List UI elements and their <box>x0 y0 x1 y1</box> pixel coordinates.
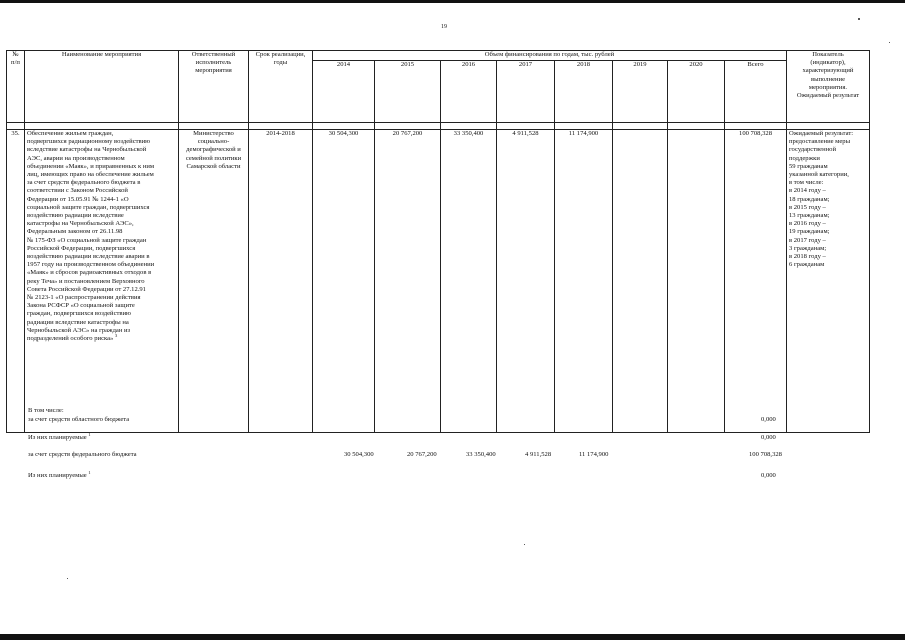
col-number-header: № п/п <box>7 51 25 123</box>
row-value-2018: 11 174,900 <box>555 130 613 433</box>
row-indicator-line: государственной <box>789 146 836 154</box>
row-name-line: Российской Федерации, подвергшихся <box>27 244 136 252</box>
year-header: 2018 <box>555 61 613 123</box>
row-indicator-line: поддержки <box>789 154 820 162</box>
col-indicator-header: Показатель (индикатор), характеризующий выполнение мероприятия. Ожидаемый результат <box>787 51 870 123</box>
row-name-line: граждан, подвергшихся воздействию <box>27 310 131 318</box>
row-name-line: «Маяк» и сбросов радиоактивных отходов в <box>27 269 152 277</box>
row-name-line: Обеспечение жильем граждан, <box>27 130 114 137</box>
bottom-scan-edge <box>0 634 905 640</box>
row-name-line: АЭС, аварии на производственном <box>27 154 125 162</box>
total-header: Всего <box>725 61 787 123</box>
year-header: 2019 <box>613 61 668 123</box>
row-indicator-line: 18 гражданам; <box>789 195 830 203</box>
row-name-line: реку Теча» и постановлением Верховного <box>27 277 145 285</box>
top-scan-edge <box>0 0 905 3</box>
row-indicator-line: в 2018 году – <box>789 253 826 261</box>
col-responsible-header: Ответственный исполнитель мероприятия <box>179 51 249 123</box>
scan-speck <box>524 544 525 545</box>
row-name-line: воздействию радиации вследствие аварии в <box>27 253 150 261</box>
row-name-line: подразделений особого риска» <box>27 335 114 343</box>
row-period: 2014-2018 <box>249 130 313 433</box>
including-label: В том числе: <box>28 407 64 414</box>
federal-value-2016: 33 350,400 <box>466 451 496 458</box>
row-name-line: радиации вследствие катастрофы на <box>27 318 129 326</box>
regional-planned-label: Из них планируемые $^1$ <box>28 431 91 441</box>
year-header: 2015 <box>375 61 441 123</box>
row-name-line: 1957 году на производственном объединении <box>27 261 155 269</box>
row-total: 100 708,328 <box>725 130 787 433</box>
row-name-line: № 2123-1 «О распространении действия <box>27 294 141 302</box>
row-name-line: № 175-ФЗ «О социальной защите граждан <box>27 236 147 244</box>
row-name-line: воздействию радиации вследствие <box>27 212 124 220</box>
year-header: 2017 <box>497 61 555 123</box>
col-period-header: Срок реализации, годы <box>249 51 313 123</box>
row-indicator-line: в 2016 году – <box>789 220 826 228</box>
row-value-2015: 20 767,200 <box>375 130 441 433</box>
row-name-line: объединении «Маяк», и приравненных к ним <box>27 162 155 170</box>
col-funding-header: Объем финансирования по годам, тыс. рублей <box>313 51 787 61</box>
year-header: 2016 <box>441 61 497 123</box>
row-name <box>25 130 179 433</box>
federal-planned-total: 0,000 <box>761 472 776 479</box>
row-name-line: Закона РСФСР «О социальной защите <box>27 302 135 310</box>
federal-budget-label: за счет средств федерального бюджета <box>28 451 137 458</box>
row-indicator-line: 6 гражданам <box>789 261 825 269</box>
row-name-line: подвергшихся радиационному воздействию <box>27 138 151 146</box>
row-indicator-line: указанной категории, <box>789 171 849 179</box>
row-indicator-line: Ожидаемый результат: <box>789 130 854 137</box>
row-indicator-line: 19 гражданам; <box>789 228 830 236</box>
page-number: 19 <box>441 24 447 30</box>
row-name-line: вследствие катастрофы на Чернобыльской <box>27 146 147 154</box>
funding-table <box>6 50 870 433</box>
header-row-1 <box>7 51 870 61</box>
federal-value-2015: 20 767,200 <box>407 451 437 458</box>
federal-budget-total: 100 708,328 <box>749 451 782 458</box>
row-value-2020 <box>668 130 725 433</box>
row-name-line: Федерации от 15.05.91 № 1244-1 «О <box>27 195 129 203</box>
row-name-line: социальной защите граждан, подвергшихся <box>27 203 150 211</box>
footnote-marker: 3 <box>115 332 118 338</box>
row-indicator-line: 3 гражданам; <box>789 244 827 252</box>
row-indicator <box>787 130 870 433</box>
regional-budget-label: за счет средств областного бюджета <box>28 416 130 423</box>
row-name-line: катастрофы на Чернобыльской АЭС», <box>27 220 134 228</box>
row-value-2019 <box>613 130 668 433</box>
scan-speck <box>889 42 890 43</box>
row-indicator-line: в 2017 году – <box>789 236 826 244</box>
row-name-line: соответствии с Законом Российской <box>27 187 128 195</box>
federal-planned-label: Из них планируемые $^1$ <box>28 469 91 479</box>
federal-value-2014: 30 504,300 <box>344 451 374 458</box>
row-indicator-line: 59 гражданам <box>789 162 828 170</box>
row-value-2017: 4 911,528 <box>497 130 555 433</box>
row-indicator-line: предоставление меры <box>789 138 850 146</box>
row-number: 35. <box>7 130 25 433</box>
regional-budget-total: 0,000 <box>761 416 776 423</box>
row-indicator-line: в 2015 году – <box>789 203 826 211</box>
spacer-row <box>7 123 870 130</box>
scan-speck <box>858 18 860 20</box>
row-indicator-line: в 2014 году – <box>789 187 826 195</box>
row-responsible: Министерство социально- демографической и семейной политики Самарской области <box>179 130 249 433</box>
year-header: 2020 <box>668 61 725 123</box>
row-name-line: Совета Российской Федерации от 27.12.91 <box>27 285 146 293</box>
row-indicator-line: в том числе: <box>789 179 824 187</box>
row-name-line: Чернобыльской АЭС» на граждан из <box>27 326 131 334</box>
row-indicator-line: 13 гражданам; <box>789 212 830 220</box>
col-name-header: Наименование мероприятия <box>25 51 179 123</box>
row-value-2016: 33 350,400 <box>441 130 497 433</box>
scan-speck <box>67 578 68 579</box>
row-name-line: лиц, имеющих право на обеспечение жильем <box>27 171 154 179</box>
row-value-2014: 30 504,300 <box>313 130 375 433</box>
row-name-line: за счет средств федерального бюджета в <box>27 179 141 187</box>
federal-value-2017: 4 911,528 <box>525 451 552 458</box>
year-header: 2014 <box>313 61 375 123</box>
table-row <box>7 130 870 433</box>
federal-value-2018: 11 174,900 <box>579 451 609 458</box>
regional-planned-total: 0,000 <box>761 434 776 441</box>
row-name-line: Федеральным законом от 26.11.98 <box>27 228 123 236</box>
